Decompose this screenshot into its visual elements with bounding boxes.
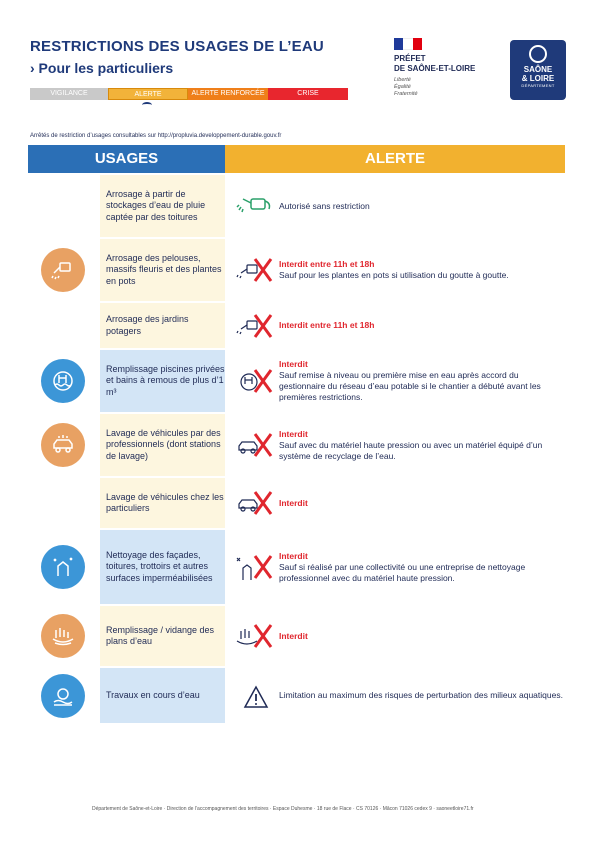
alert-detail: Sauf avec du matériel haute pression ou avec un matériel équipé d’un système de recyclage de l’eau. bbox=[279, 439, 543, 461]
watering-can-icon bbox=[235, 191, 277, 221]
table-header bbox=[28, 145, 565, 173]
usage-label: Nettoyage des façades, toitures, trottoirs et autres surfaces imperméabilisées bbox=[100, 530, 225, 604]
usage-label: Arrosage à partir de stockages d’eau de pluie captée par des toitures bbox=[100, 175, 225, 237]
department-logo bbox=[510, 40, 566, 100]
sprinkler-icon bbox=[41, 248, 85, 292]
motto-fraternite: Fraternité bbox=[394, 91, 418, 97]
motto-egalite: Égalité bbox=[394, 84, 411, 90]
forbidden-pond-icon bbox=[235, 621, 277, 651]
column-alerte: ALERTE bbox=[225, 145, 565, 173]
car-wash-icon bbox=[41, 423, 85, 467]
department-name-line2: & LOIRE bbox=[521, 74, 555, 83]
pond-icon bbox=[41, 614, 85, 658]
alert-detail: Sauf si réalisé par une collectivité ou une entreprise de nettoyage professionnel avec du matériel haute pression. bbox=[279, 561, 526, 583]
alert-status: Interdit bbox=[279, 428, 308, 439]
alert-status: Interdit bbox=[279, 550, 308, 561]
prefet-name-line1: PRÉFET bbox=[394, 54, 426, 63]
column-usages: USAGES bbox=[28, 145, 225, 173]
alert-status: Interdit entre 11h et 18h bbox=[279, 320, 375, 330]
motto-liberte: Liberté bbox=[394, 77, 411, 83]
usage-label: Arrosage des jardins potagers bbox=[100, 303, 225, 348]
forbidden-car-wash-icon bbox=[235, 430, 277, 460]
alert-detail: Limitation au maximum des risques de perturbation des milieux aquatiques. bbox=[279, 690, 563, 700]
usage-label: Lavage de véhicules par des professionnels (dont stations de lavage) bbox=[100, 414, 225, 476]
table-row bbox=[28, 414, 565, 476]
alert-detail: Sauf remise à niveau ou première mise en eau après accord du gestionnaire du réseau d’eau potable si le chantier a débuté avant les premières restrictions. bbox=[279, 370, 541, 402]
alert-status: Interdit bbox=[279, 630, 308, 641]
usage-label: Remplissage piscines privées et bains à remous de plus d’1 m³ bbox=[100, 350, 225, 412]
forbidden-watering-icon bbox=[235, 255, 277, 285]
page-footer: Département de Saône-et-Loire · Direction de l’accompagnement des territoires · Espace Duhesme · 18 rue de Flace · CS 70126 · Mâcon 71026 cedex 9 · saoneetloire71.fr bbox=[92, 806, 474, 812]
forbidden-car-wash-icon bbox=[235, 488, 277, 518]
level-vigilance: VIGILANCE bbox=[30, 88, 108, 100]
prefet-name-line2: DE SAÔNE-ET-LOIRE bbox=[394, 64, 476, 73]
reference-note: Arrêtés de restriction d’usages consultables sur http://propluvia.developpement-durable.gouv.fr bbox=[30, 133, 282, 139]
alert-detail: Sauf pour les plantes en pots si utilisation du goutte à goutte. bbox=[279, 270, 509, 280]
alert-status: Interdit bbox=[279, 359, 308, 369]
forbidden-pool-icon bbox=[235, 366, 277, 396]
alert-status: Interdit bbox=[279, 497, 308, 508]
river-works-icon bbox=[41, 674, 85, 718]
table-row bbox=[28, 606, 565, 666]
department-name-line1: SAÔNE bbox=[523, 65, 553, 74]
usage-label: Remplissage / vidange des plans d’eau bbox=[100, 606, 225, 666]
forbidden-watering-icon bbox=[235, 311, 277, 341]
table-row bbox=[28, 350, 565, 412]
table-row bbox=[28, 478, 565, 528]
alert-level-bar bbox=[30, 88, 348, 100]
page-subtitle: › Pour les particuliers bbox=[30, 60, 174, 76]
french-flag-icon bbox=[394, 38, 422, 50]
alert-status: Interdit entre 11h et 18h bbox=[279, 259, 375, 269]
department-emblem-icon bbox=[529, 45, 547, 63]
prefet-logo bbox=[394, 38, 504, 98]
warning-triangle-icon bbox=[235, 681, 277, 711]
level-alerte: ALERTE bbox=[108, 88, 188, 100]
pool-icon bbox=[41, 359, 85, 403]
table-row bbox=[28, 239, 565, 301]
alert-detail: Autorisé sans restriction bbox=[279, 200, 370, 211]
table-row bbox=[28, 530, 565, 604]
table-row bbox=[28, 303, 565, 348]
level-crise: CRISE bbox=[268, 88, 348, 100]
forbidden-cleaning-icon bbox=[235, 552, 277, 582]
facade-cleaning-icon bbox=[41, 545, 85, 589]
usage-label: Travaux en cours d’eau bbox=[100, 668, 225, 723]
department-name-line3: DÉPARTEMENT bbox=[521, 83, 555, 88]
current-level-marker bbox=[142, 102, 152, 108]
level-alerte-renforcee: ALERTE RENFORCÉE bbox=[188, 88, 268, 100]
usage-label: Arrosage des pelouses, massifs fleuris et des plantes en pots bbox=[100, 239, 225, 301]
page-title: RESTRICTIONS DES USAGES DE L’EAU bbox=[30, 38, 324, 55]
table-row bbox=[28, 668, 565, 723]
usage-label: Lavage de véhicules chez les particuliers bbox=[100, 478, 225, 528]
table-row bbox=[28, 175, 565, 237]
